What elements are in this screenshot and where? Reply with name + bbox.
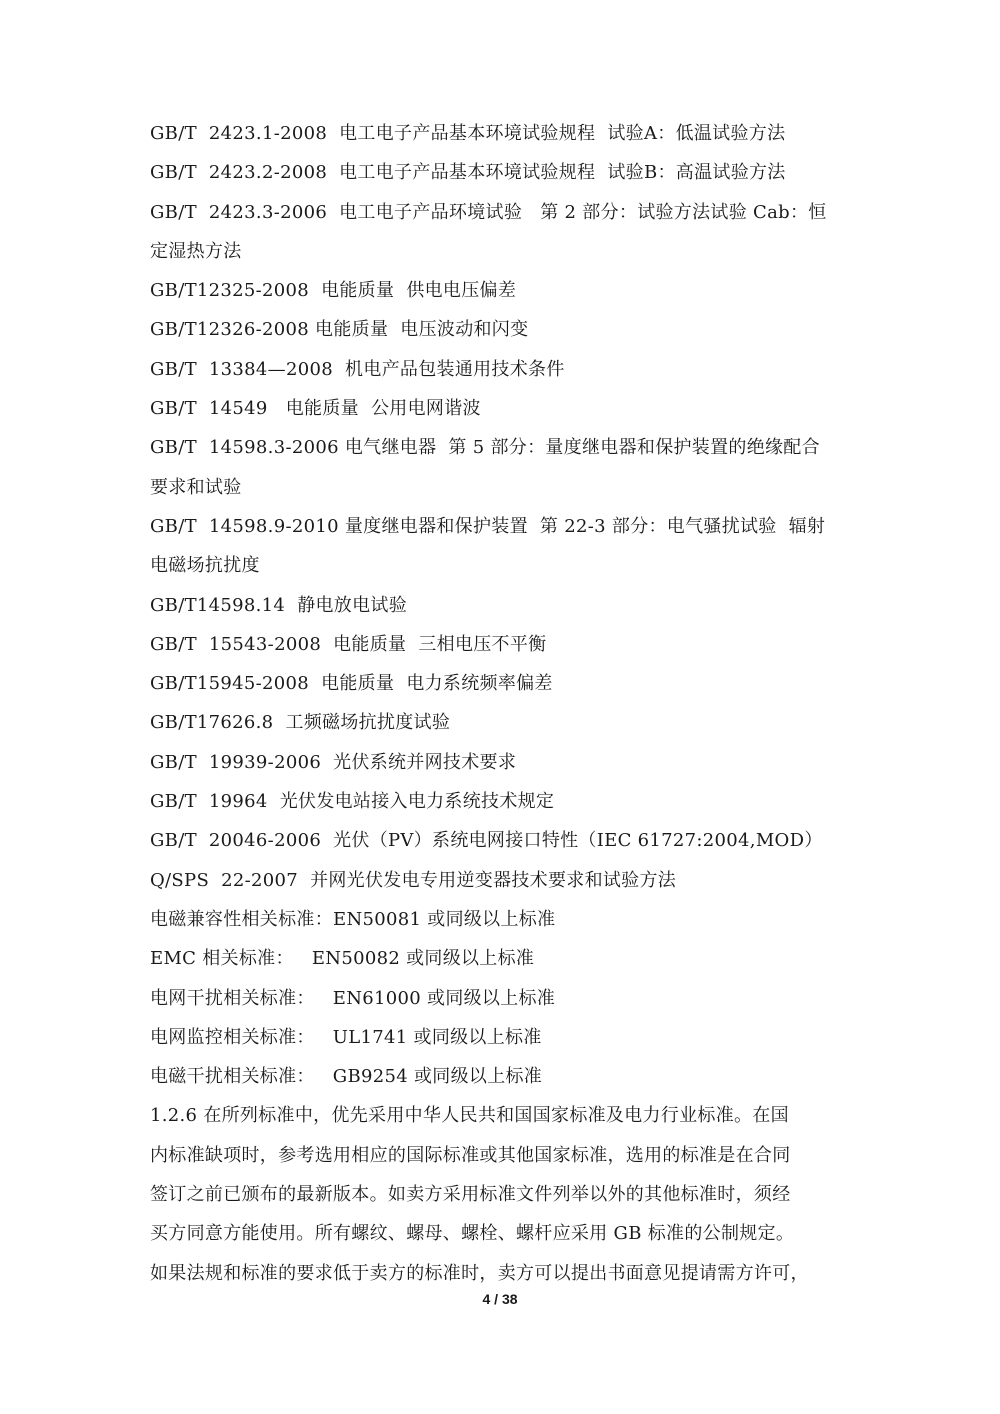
- paragraph-line: 1.2.6 在所列标准中，优先采用中华人民共和国国家标准及电力行业标准。在国: [150, 1105, 789, 1127]
- standard-line: GB/T 14598.3-2006 电气继电器 第 5 部分：量度继电器和保护装置的绝缘配合: [150, 437, 820, 459]
- standard-line: GB/T 15543-2008 电能质量 三相电压不平衡: [150, 633, 547, 655]
- standard-line: 电磁兼容性相关标准：EN50081 或同级以上标准: [150, 908, 556, 930]
- standard-line: GB/T 14549 电能质量 公用电网谐波: [150, 398, 481, 420]
- standard-line: GB/T14598.14 静电放电试验: [150, 594, 408, 616]
- standard-line: GB/T 14598.9-2010 量度继电器和保护装置 第 22-3 部分：电气骚扰试验 辐射: [150, 515, 826, 537]
- standard-line: EMC 相关标准： EN50082 或同级以上标准: [150, 948, 535, 970]
- clause-1-2-6-paragraph: [150, 1096, 870, 1292]
- standard-line: 电磁场抗扰度: [150, 555, 260, 577]
- page-number: 4 / 38: [482, 1291, 518, 1307]
- standard-line: GB/T 2423.1-2008 电工电子产品基本环境试验规程 试验A：低温试验方法: [150, 123, 786, 144]
- standard-line: Q/SPS 22-2007 并网光伏发电专用逆变器技术要求和试验方法: [150, 869, 677, 891]
- paragraph-line: 买方同意方能使用。所有螺纹、螺母、螺栓、螺杆应采用 GB 标准的公制规定。: [150, 1223, 795, 1245]
- standard-line: 电网干扰相关标准： EN61000 或同级以上标准: [150, 987, 556, 1009]
- standard-line: GB/T12326-2008 电能质量 电压波动和闪变: [150, 319, 529, 341]
- standard-line: GB/T15945-2008 电能质量 电力系统频率偏差: [150, 673, 553, 695]
- standard-line: GB/T17626.8 工频磁场抗扰度试验: [150, 712, 451, 734]
- paragraph-line: 内标准缺项时，参考选用相应的国际标准或其他国家标准，选用的标准是在合同: [150, 1144, 791, 1166]
- standard-line: GB/T 20046-2006 光伏（PV）系统电网接口特性（IEC 61727:2004,MOD）: [150, 830, 823, 852]
- standard-line: 要求和试验: [150, 476, 242, 498]
- standard-line: 定湿热方法: [150, 240, 242, 262]
- standard-line: 电网监控相关标准： UL1741 或同级以上标准: [150, 1026, 542, 1048]
- paragraph-line: 如果法规和标准的要求低于卖方的标准时，卖方可以提出书面意见提请需方许可，: [150, 1262, 809, 1284]
- paragraph-line: 签订之前已颁布的最新版本。如卖方采用标准文件列举以外的其他标准时，须经: [150, 1184, 791, 1206]
- standard-line: GB/T 19964 光伏发电站接入电力系统技术规定: [150, 791, 555, 813]
- standard-line: GB/T 13384—2008 机电产品包装通用技术条件: [150, 358, 565, 380]
- page-body: [150, 114, 870, 1293]
- standard-line: GB/T12325-2008 电能质量 供电电压偏差: [150, 280, 517, 302]
- standard-line: 电磁干扰相关标准： GB9254 或同级以上标准: [150, 1066, 543, 1088]
- standard-line: GB/T 2423.3-2006 电工电子产品环境试验 第 2 部分：试验方法试验 Cab：恒: [150, 201, 827, 223]
- standard-line: GB/T 19939-2006 光伏系统并网技术要求: [150, 751, 517, 773]
- standard-line: GB/T 2423.2-2008 电工电子产品基本环境试验规程 试验B：高温试验方法: [150, 162, 786, 184]
